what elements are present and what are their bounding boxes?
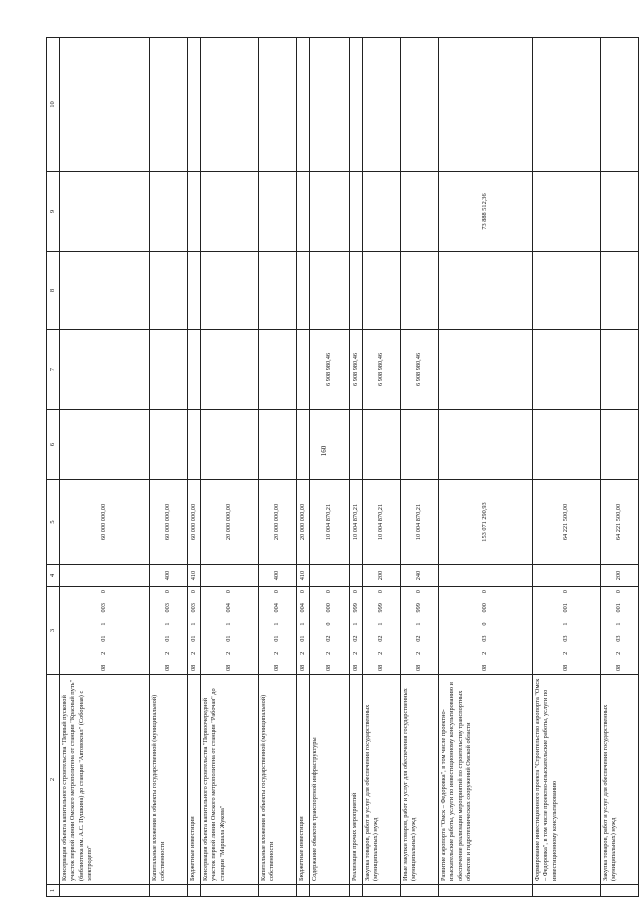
code-parts [225,590,233,671]
code-part: 08 [562,664,570,671]
amount-col-10 [297,38,310,172]
item-description: Реализация прочих мероприятий [350,675,363,885]
header-col-10: 10 [47,38,60,172]
table-row [188,38,201,897]
amount-col-8 [259,252,297,330]
amount-col-9 [350,172,363,252]
code-part: 08 [481,664,489,671]
code-part: 0 [225,590,233,594]
expense-type-code [201,565,259,587]
amount-col-7 [60,330,150,410]
code-part: 1 [377,622,385,626]
expense-type-code [533,565,601,587]
amount-col-7 [601,330,639,410]
classification-code [188,587,201,675]
classification-code [439,587,533,675]
code-part: 2 [562,651,570,655]
code-part: 08 [225,664,233,671]
amount-col-5: 10 004 870,21 [401,480,439,565]
code-part: 08 [164,664,172,671]
code-parts [377,590,385,671]
amount-col-8 [601,252,639,330]
code-part: 004 [298,603,306,613]
expense-type-code: 200 [363,565,401,587]
code-part: 004 [225,603,233,613]
budget-table [46,37,639,897]
amount-col-7: 6 908 980,46 [363,330,401,410]
row-index-cell [601,885,639,897]
table-row [60,38,150,897]
code-part: 08 [615,664,623,671]
table-row [150,38,188,897]
amount-col-10 [363,38,401,172]
amount-col-5: 20 000 000,00 [297,480,310,565]
expense-type-code [350,565,363,587]
expense-type-code [439,565,533,587]
code-part: 2 [325,651,333,655]
code-part: 001 [562,603,570,613]
code-part: 004 [273,603,281,613]
amount-col-9 [310,172,350,252]
row-index-cell [310,885,350,897]
code-parts [562,590,570,671]
row-index-cell [150,885,188,897]
classification-code [533,587,601,675]
code-part: 1 [189,622,197,626]
amount-col-10 [188,38,201,172]
code-part: 0 [415,590,423,594]
row-index-cell [533,885,601,897]
amount-col-6 [439,410,533,480]
code-part: 01 [189,635,197,642]
table-row [439,38,533,897]
amount-col-7 [439,330,533,410]
amount-col-9 [401,172,439,252]
classification-code [297,587,310,675]
amount-col-5: 20 000 000,00 [201,480,259,565]
item-description: Иные закупки товаров, работ и услуг для обеспечения государственных (муниципальных) нужд [401,675,439,885]
budget-table-rotated [46,38,623,897]
table-row [363,38,401,897]
amount-col-7 [150,330,188,410]
code-part: 08 [100,664,108,671]
code-part: 999 [415,603,423,613]
amount-col-5: 20 000 000,00 [259,480,297,565]
header-col-8: 8 [47,252,60,330]
amount-col-5: 64 221 500,00 [533,480,601,565]
amount-col-6 [350,410,363,480]
row-index-cell [188,885,201,897]
code-parts [164,590,172,671]
code-part: 2 [351,651,359,655]
header-col-4: 4 [47,565,60,587]
amount-col-6 [401,410,439,480]
code-part: 1 [351,622,359,626]
amount-col-5: 10 004 870,21 [350,480,363,565]
amount-col-8 [188,252,201,330]
page-number: 160 [320,445,328,457]
code-part: 003 [100,603,108,613]
budget-table-wrapper [46,38,623,897]
code-part: 0 [481,622,489,626]
classification-code [259,587,297,675]
table-row [350,38,363,897]
amount-col-8 [533,252,601,330]
code-part: 0 [481,590,489,594]
amount-col-6 [259,410,297,480]
code-part: 02 [415,635,423,642]
header-col-6: 6 [47,410,60,480]
expense-type-code: 410 [188,565,201,587]
code-parts [415,590,423,671]
classification-code [601,587,639,675]
table-row [401,38,439,897]
code-part: 0 [325,622,333,626]
code-part: 1 [164,622,172,626]
amount-col-9 [601,172,639,252]
header-col-3: 3 [47,587,60,675]
amount-col-9 [60,172,150,252]
code-part: 1 [562,622,570,626]
table-row [601,38,639,897]
table-row [310,38,350,897]
amount-col-9 [188,172,201,252]
classification-code [201,587,259,675]
code-part: 08 [273,664,281,671]
expense-type-code [310,565,350,587]
amount-col-5: 10 004 870,21 [363,480,401,565]
code-part: 2 [298,651,306,655]
amount-col-9 [201,172,259,252]
code-parts [190,590,198,671]
expense-type-code: 410 [297,565,310,587]
amount-col-6 [297,410,310,480]
expense-type-code: 400 [150,565,188,587]
code-part: 003 [164,603,172,613]
table-row [297,38,310,897]
amount-col-5: 60 000 000,00 [60,480,150,565]
code-part: 1 [273,622,281,626]
code-part: 01 [273,635,281,642]
amount-col-10 [259,38,297,172]
header-col-5: 5 [47,480,60,565]
amount-col-7 [297,330,310,410]
row-index-cell [297,885,310,897]
amount-col-10 [201,38,259,172]
amount-col-8 [60,252,150,330]
amount-col-8 [363,252,401,330]
header-col-1: 1 [47,885,60,897]
header-row [47,38,60,897]
row-index-cell [60,885,150,897]
amount-col-10 [60,38,150,172]
code-part: 03 [562,635,570,642]
code-part: 02 [351,635,359,642]
table-row [533,38,601,897]
amount-col-10 [310,38,350,172]
amount-col-6 [150,410,188,480]
code-part: 003 [189,603,197,613]
code-part: 001 [615,603,623,613]
amount-col-9 [259,172,297,252]
code-part: 2 [481,651,489,655]
code-part: 1 [415,622,423,626]
amount-col-10 [150,38,188,172]
code-part: 0 [351,590,359,594]
expense-type-code: 400 [259,565,297,587]
amount-col-9 [150,172,188,252]
code-part: 1 [100,622,108,626]
amount-col-7: 6 908 980,46 [310,330,350,410]
code-part: 0 [273,590,281,594]
code-part: 08 [189,664,197,671]
code-part: 08 [415,664,423,671]
code-part: 03 [615,635,623,642]
code-part: 01 [100,635,108,642]
code-part: 08 [351,664,359,671]
amount-col-8 [201,252,259,330]
amount-col-6 [533,410,601,480]
code-part: 0 [298,590,306,594]
amount-col-6 [188,410,201,480]
amount-col-7 [533,330,601,410]
row-index-cell [350,885,363,897]
amount-col-10 [601,38,639,172]
classification-code [350,587,363,675]
amount-col-10 [533,38,601,172]
amount-col-10 [350,38,363,172]
code-part: 08 [298,664,306,671]
code-part: 999 [351,603,359,613]
header-col-9: 9 [47,172,60,252]
item-description: Закупка товаров, работ и услуг для обеспечения государственных (муниципальных) нужд [601,675,639,885]
code-part: 0 [100,590,108,594]
code-part: 2 [164,651,172,655]
row-index-cell [201,885,259,897]
code-part: 2 [273,651,281,655]
code-part: 2 [377,651,385,655]
classification-code [310,587,350,675]
code-part: 02 [377,635,385,642]
expense-type-code: 200 [601,565,639,587]
table-row [259,38,297,897]
row-index-cell [439,885,533,897]
expense-type-code: 240 [401,565,439,587]
code-part: 1 [225,622,233,626]
code-part: 03 [481,635,489,642]
amount-col-7 [259,330,297,410]
amount-col-7: 6 908 980,46 [401,330,439,410]
item-description: Консервация объекта капитального строительства "Первый пусковой участок первой линии Омского метрополитена от станции "Красный путь" (библиотека им. А.С. Пушкина) до станции "Автовокзал" (Соборная) с электродепо" [60,675,150,885]
classification-code [363,587,401,675]
code-part: 1 [615,622,623,626]
code-part: 2 [225,651,233,655]
code-part: 0 [325,590,333,594]
code-parts [273,590,281,671]
code-part: 02 [325,635,333,642]
amount-col-10 [401,38,439,172]
amount-col-7 [188,330,201,410]
code-parts [481,590,489,671]
code-part: 01 [164,635,172,642]
code-part: 08 [325,664,333,671]
amount-col-6 [201,410,259,480]
amount-col-5: 60 000 000,00 [150,480,188,565]
amount-col-6 [601,410,639,480]
code-parts [325,590,333,671]
amount-col-10 [439,38,533,172]
code-parts [100,590,108,671]
code-part: 01 [225,635,233,642]
item-description: Консервация объекта капитального строительства "Первоочередной участок первой линии Омского метрополитена от станции "Рабочая" до станции "Маршала Жукова" [201,675,259,885]
code-parts [352,590,360,671]
classification-code [150,587,188,675]
code-part: 999 [377,603,385,613]
expense-type-code [60,565,150,587]
code-part: 0 [562,590,570,594]
amount-col-9: 73 888 512,36 [439,172,533,252]
amount-col-7: 6 908 980,46 [350,330,363,410]
code-part: 000 [325,603,333,613]
amount-col-6 [310,410,350,480]
header-col-7: 7 [47,330,60,410]
amount-col-5: 153 071 290,93 [439,480,533,565]
item-description: Капитальные вложения в объекты государственной (муниципальной) собственности [259,675,297,885]
table-row [201,38,259,897]
amount-col-8 [150,252,188,330]
row-index-cell [401,885,439,897]
classification-code [401,587,439,675]
amount-col-5: 64 221 500,00 [601,480,639,565]
amount-col-5: 60 000 000,00 [188,480,201,565]
code-part: 01 [298,635,306,642]
amount-col-8 [350,252,363,330]
code-part: 2 [415,651,423,655]
code-part: 1 [298,622,306,626]
classification-code [60,587,150,675]
code-part: 2 [189,651,197,655]
amount-col-6 [60,410,150,480]
code-parts [615,590,623,671]
amount-col-8 [401,252,439,330]
row-index-cell [363,885,401,897]
amount-col-9 [533,172,601,252]
amount-col-9 [297,172,310,252]
amount-col-9 [363,172,401,252]
table-body [47,38,639,897]
item-description: Капитальные вложения в объекты государственной (муниципальной) собственности [150,675,188,885]
item-description: Бюджетные инвестиции [297,675,310,885]
item-description: Закупка товаров, работ и услуг для обеспечения государственных (муниципальных) нужд [363,675,401,885]
amount-col-5: 10 004 870,21 [310,480,350,565]
code-part: 0 [189,590,197,594]
amount-col-7 [201,330,259,410]
code-part: 000 [481,603,489,613]
amount-col-8 [439,252,533,330]
code-part: 0 [615,590,623,594]
code-part: 08 [377,664,385,671]
amount-col-8 [310,252,350,330]
amount-col-8 [297,252,310,330]
code-parts [299,590,307,671]
code-part: 0 [377,590,385,594]
row-index-cell [259,885,297,897]
item-description: Формирование инвестиционного проекта "Строительство аэропорта "Омск – Федоровка", в том числе проектно-изыскательские работы, услуги по инвестиционному консультированию [533,675,601,885]
code-part: 0 [164,590,172,594]
item-description: Бюджетные инвестиции [188,675,201,885]
code-part: 2 [615,651,623,655]
amount-col-6 [363,410,401,480]
item-description: Содержание объектов транспортной инфраструктуры [310,675,350,885]
header-col-2: 2 [47,675,60,885]
code-part: 2 [100,651,108,655]
item-description: Развитие аэропорта "Омск – Федоровка", в том числе проектно-изыскательские работы, услуги по инвестиционному консультированию и обеспечение реализации мероприятий по строительству транспортных объектов и гидротехнических сооружений Омской области [439,675,533,885]
